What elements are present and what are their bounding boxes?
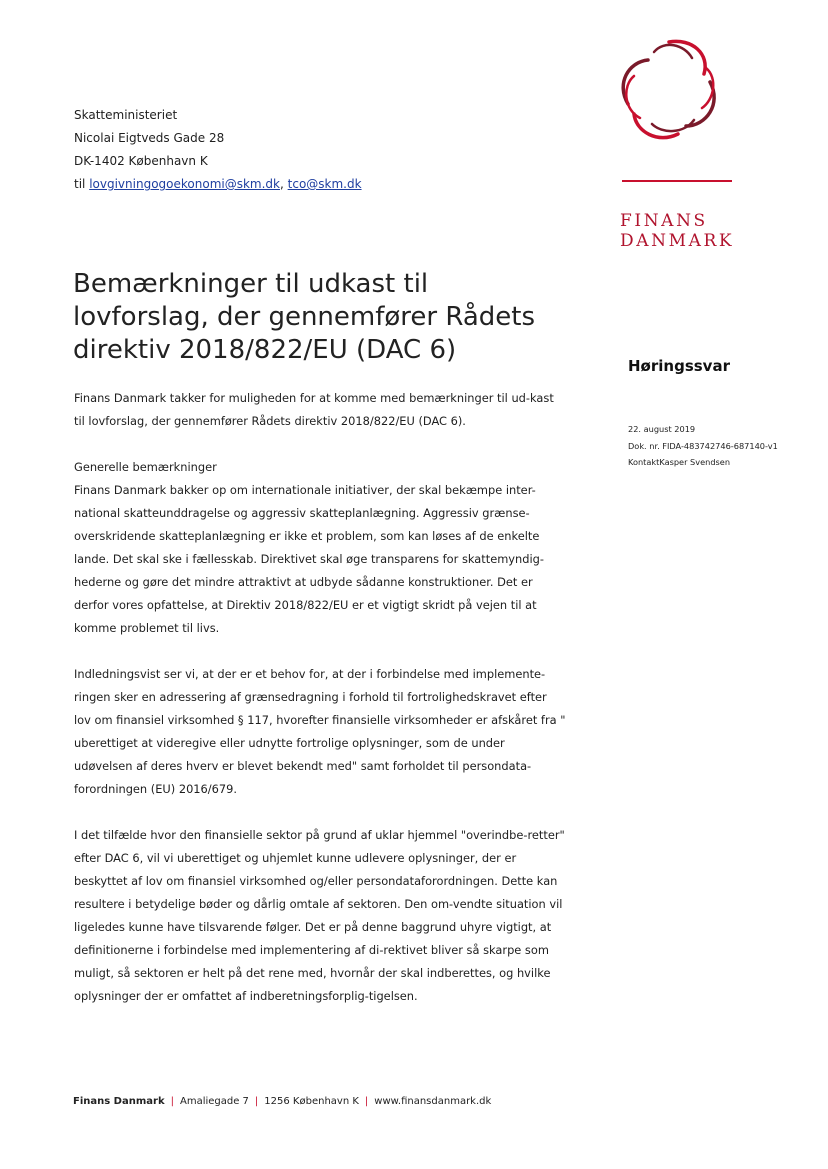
- address-line-1: Skatteministeriet: [74, 108, 178, 122]
- recipient-address: [74, 104, 362, 196]
- body-paragraph-3: I det tilfælde hvor den finansielle sektor på grund af uklar hjemmel "overindbe-retter" efter DAC 6, vil vi uberettiget og uhjemlet kunne udlevere oplysninger, der er beskyttet af lov om finansiel virksomhed og/eller persondataforordningen. Dette kan resultere i betydelige bøder og dårlig omtale af sektoren. Den om-vendte situation vil ligeledes kunne have tilsvarende følger. Det er på denne baggrund uhyre vigtigt, at definitionerne i forbindelse med implementering af di-rektivet bliver så skarpe som muligt, så sektoren er helt på det rene med, hvornår der skal indberettes, og hvilke oplysninger der er omfattet af indberetningsforplig-tigelsen.: [74, 828, 565, 1003]
- body-paragraph-2: Indledningsvist ser vi, at der er et behov for, at der i forbindelse med implemente-ringen sker en adressering af grænsedragning i forhold til fortrolighedskravet efter lov om finansiel virksomhed § 117, hvorefter finansielle virksomheder er afskåret fra " uberettiget at videregive eller udnytte fortrolige oplysninger, som de under udøvelsen af deres hverv er blevet bekendt med" samt forholdet til persondata-forordningen (EU) 2016/679.: [74, 667, 566, 796]
- footer-separator: |: [170, 1096, 174, 1107]
- document-title: Bemærkninger til udkast til lovforslag, der gennemfører Rådets direktiv 2018/822/EU (DAC 6): [73, 269, 536, 365]
- address-email-line: [74, 173, 362, 196]
- body-paragraph-1: Finans Danmark bakker op om internationale initiativer, der skal bekæmpe inter-national skatteunddragelse og aggressiv skatteplanlægning. Aggressiv grænse-overskridende skatteplanlægning er ikke et problem, som kan løses af de enkelte lande. Det skal ske i fællesskab. Direktivet skal øge transparens for skattemyndig-hederne og gøre det mindre attraktivt at udbyde sådanne konstruktioner. Det er derfor vores opfattelse, at Direktiv 2018/822/EU er et vigtigt skridt på vejen til at komme problemet til livs.: [74, 483, 544, 635]
- brand-line-1: FINANS: [620, 211, 708, 231]
- brand-name: [620, 211, 734, 251]
- intro-paragraph: Finans Danmark takker for muligheden for at komme med bemærkninger til ud-kast til lovforslag, der gennemfører Rådets direktiv 2018/822/EU (DAC 6).: [74, 391, 554, 428]
- document-date: 22. august 2019: [628, 424, 696, 434]
- footer-street: Amaliegade 7: [179, 1096, 249, 1107]
- email-separator: ,: [279, 177, 284, 191]
- email-link-1[interactable]: lovgivningogoekonomi@skm.dk: [89, 177, 280, 191]
- document-type-heading: Høringssvar: [628, 357, 730, 375]
- email-link-2[interactable]: tco@skm.dk: [287, 177, 362, 191]
- address-line-2: Nicolai Eigtveds Gade 28: [74, 131, 225, 145]
- footer-separator: |: [254, 1096, 259, 1107]
- contact-person: KontaktKasper Svendsen: [628, 457, 731, 467]
- page-footer: [73, 1096, 491, 1107]
- address-line-3: DK-1402 København K: [74, 154, 208, 168]
- footer-city: 1256 København K: [264, 1096, 359, 1107]
- to-prefix: til: [74, 177, 86, 191]
- logo-divider: [622, 180, 732, 182]
- section-heading: Generelle bemærkninger: [74, 460, 217, 474]
- finans-danmark-logo-icon: [614, 34, 724, 144]
- footer-website[interactable]: www.finansdanmark.dk: [374, 1096, 492, 1107]
- document-body: [74, 387, 566, 1031]
- footer-separator: |: [364, 1096, 369, 1107]
- document-number: Dok. nr. FIDA-483742746-687140-v1: [628, 440, 778, 451]
- document-meta: [628, 421, 778, 471]
- footer-company: Finans Danmark: [73, 1096, 165, 1107]
- brand-line-2: DANMARK: [620, 231, 735, 251]
